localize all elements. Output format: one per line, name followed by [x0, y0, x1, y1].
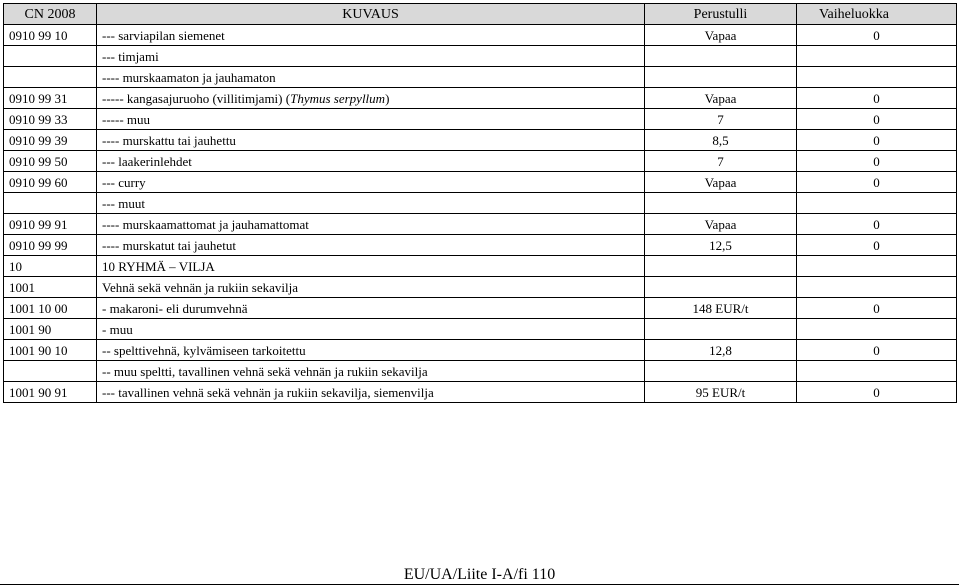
cell-staging-category: 0	[797, 130, 957, 151]
table-row	[4, 361, 957, 382]
cell-staging-category	[797, 193, 957, 214]
cell-cn-code: 0910 99 39	[4, 130, 97, 151]
cell-base-rate: 7	[645, 109, 797, 130]
cell-cn-code	[4, 46, 97, 67]
description-text: -- muu speltti, tavallinen vehnä sekä vehnän ja rukiin sekavilja	[102, 363, 428, 379]
table-header-row	[4, 4, 957, 25]
cell-cn-code	[4, 193, 97, 214]
cell-description	[97, 277, 645, 298]
description-text: ---- murskaamattomat ja jauhamattomat	[102, 216, 309, 232]
description-text: --- timjami	[102, 48, 159, 64]
cell-description	[97, 172, 645, 193]
description-text: Vehnä sekä vehnän ja rukiin sekavilja	[102, 279, 299, 295]
table-row	[4, 340, 957, 361]
cell-description	[97, 109, 645, 130]
cell-description	[97, 88, 645, 109]
cell-description	[97, 340, 645, 361]
table-row	[4, 235, 957, 256]
cell-description	[97, 67, 645, 88]
cell-staging-category	[797, 277, 957, 298]
header-base-rate: Perustulli	[645, 4, 797, 25]
cell-description	[97, 361, 645, 382]
description-text: --- curry	[102, 174, 146, 190]
cell-staging-category	[797, 361, 957, 382]
cell-cn-code: 0910 99 91	[4, 214, 97, 235]
cell-staging-category: 0	[797, 214, 957, 235]
table-row	[4, 130, 957, 151]
cell-staging-category	[797, 46, 957, 67]
tariff-table	[3, 3, 957, 403]
table-row	[4, 256, 957, 277]
cell-cn-code: 1001 90 10	[4, 340, 97, 361]
description-text: ---- murskattu tai jauhettu	[102, 132, 236, 148]
cell-description	[97, 235, 645, 256]
cell-base-rate: Vapaa	[645, 172, 797, 193]
description-text: 10 RYHMÄ – VILJA	[102, 258, 215, 274]
cell-base-rate	[645, 67, 797, 88]
cell-cn-code: 1001 10 00	[4, 298, 97, 319]
table-row	[4, 46, 957, 67]
cell-staging-category: 0	[797, 340, 957, 361]
cell-staging-category: 0	[797, 172, 957, 193]
description-text: ----- muu	[102, 111, 151, 127]
cell-description	[97, 382, 645, 403]
cell-cn-code: 0910 99 50	[4, 151, 97, 172]
cell-description	[97, 25, 645, 46]
table-body	[4, 25, 957, 403]
table-row	[4, 193, 957, 214]
table-row	[4, 319, 957, 340]
table-row	[4, 172, 957, 193]
table-row	[4, 151, 957, 172]
cell-description	[97, 130, 645, 151]
cell-base-rate: 8,5	[645, 130, 797, 151]
cell-base-rate: 95 EUR/t	[645, 382, 797, 403]
cell-cn-code	[4, 361, 97, 382]
cell-base-rate: Vapaa	[645, 88, 797, 109]
cell-base-rate: 12,5	[645, 235, 797, 256]
header-staging-category: Vaiheluokka	[797, 4, 957, 25]
description-text: ---- murskatut tai jauhetut	[102, 237, 236, 253]
header-cn-code: CN 2008	[4, 4, 97, 25]
description-text: ---- murskaamaton ja jauhamaton	[102, 69, 276, 85]
page-footer-reference: EU/UA/Liite I-A/fi 110	[403, 566, 556, 583]
cell-base-rate: 12,8	[645, 340, 797, 361]
cell-description	[97, 319, 645, 340]
cell-description	[97, 298, 645, 319]
cell-description	[97, 214, 645, 235]
cell-staging-category: 0	[797, 298, 957, 319]
cell-base-rate	[645, 256, 797, 277]
cell-staging-category: 0	[797, 88, 957, 109]
description-text: ----- kangasajuruoho (villitimjami) (	[102, 90, 291, 106]
description-text: --- laakerinlehdet	[102, 153, 192, 169]
description-italic-text: Thymus serpyllum	[290, 90, 386, 106]
cell-description	[97, 46, 645, 67]
cell-cn-code: 0910 99 33	[4, 109, 97, 130]
description-text: -- spelttivehnä, kylvämiseen tarkoitettu	[102, 342, 306, 358]
table-row	[4, 109, 957, 130]
cell-base-rate	[645, 277, 797, 298]
description-text: --- sarviapilan siemenet	[102, 27, 225, 43]
table-row	[4, 67, 957, 88]
cell-cn-code: 0910 99 99	[4, 235, 97, 256]
description-text: --- tavallinen vehnä sekä vehnän ja rukiin sekavilja, siemenvilja	[102, 384, 434, 400]
cell-cn-code: 0910 99 10	[4, 25, 97, 46]
cell-base-rate: 7	[645, 151, 797, 172]
table-row	[4, 298, 957, 319]
cell-cn-code: 1001 90 91	[4, 382, 97, 403]
cell-base-rate	[645, 46, 797, 67]
cell-base-rate: 148 EUR/t	[645, 298, 797, 319]
cell-staging-category	[797, 67, 957, 88]
cell-description	[97, 151, 645, 172]
cell-base-rate: Vapaa	[645, 25, 797, 46]
table-row	[4, 25, 957, 46]
cell-staging-category: 0	[797, 382, 957, 403]
cell-description	[97, 256, 645, 277]
cell-base-rate	[645, 361, 797, 382]
table-row	[4, 214, 957, 235]
table-row	[4, 88, 957, 109]
cell-base-rate	[645, 319, 797, 340]
cell-staging-category	[797, 256, 957, 277]
description-text: --- muut	[102, 195, 145, 211]
description-text: - muu	[102, 321, 133, 337]
cell-cn-code: 0910 99 31	[4, 88, 97, 109]
cell-cn-code: 1001 90	[4, 319, 97, 340]
cell-staging-category: 0	[797, 109, 957, 130]
header-description: KUVAUS	[97, 4, 645, 25]
cell-staging-category: 0	[797, 25, 957, 46]
table-row	[4, 382, 957, 403]
cell-staging-category: 0	[797, 151, 957, 172]
cell-cn-code: 1001	[4, 277, 97, 298]
cell-staging-category: 0	[797, 235, 957, 256]
table-row	[4, 277, 957, 298]
cell-cn-code	[4, 67, 97, 88]
cell-base-rate	[645, 193, 797, 214]
cell-description	[97, 193, 645, 214]
cell-cn-code: 10	[4, 256, 97, 277]
description-suffix-text: )	[385, 90, 390, 106]
cell-cn-code: 0910 99 60	[4, 172, 97, 193]
description-text: - makaroni- eli durumvehnä	[102, 300, 248, 316]
cell-base-rate: Vapaa	[645, 214, 797, 235]
cell-staging-category	[797, 319, 957, 340]
